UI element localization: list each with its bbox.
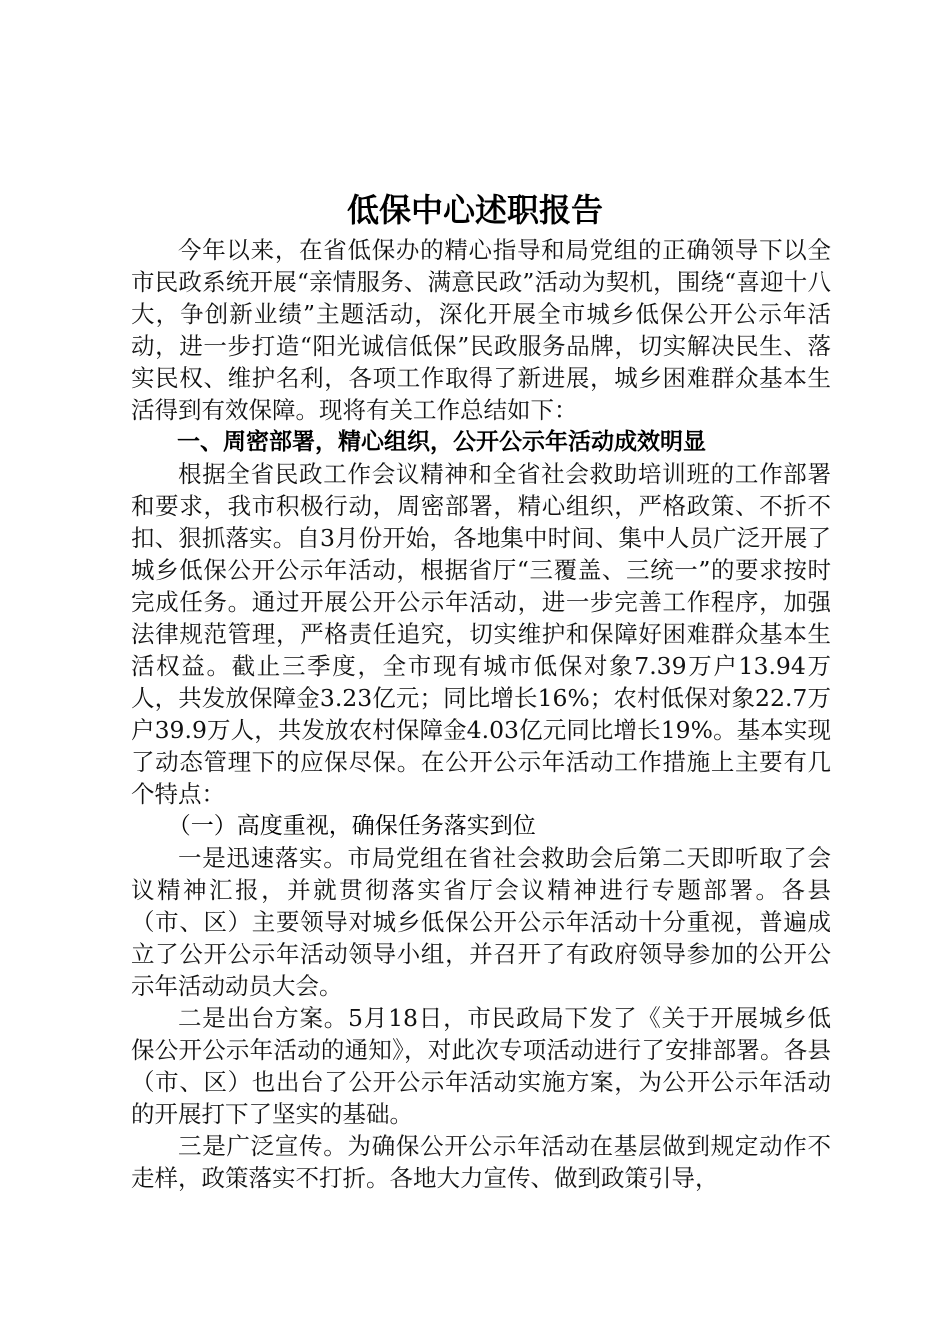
section-heading-1: 一、周密部署，精心组织，公开公示年活动成效明显: [177, 429, 706, 455]
intro-paragraph: 今年以来，在省低保办的精心指导和局党组的正确领导下以全市民政系统开展“亲情服务、满意民政”活动为契机，围绕“喜迎十八大，争创新业绩”主题活动，深化开展全市城乡低保公开公示年活动，进一步打造“阳光诚信低保”民政服务品牌，切实解决民生、落实民权、维护名利，各项工作取得了新进展，城乡困难群众基本生活得到有效保障。现将有关工作总结如下：: [131, 236, 831, 424]
document-title: 低保中心述职报告: [346, 191, 603, 229]
document-body: [131, 234, 831, 1194]
subsection-paragraph-1: 一是迅速落实。市局党组在省社会救助会后第二天即听取了会议精神汇报，并就贯彻落实省厅会议精神进行专题部署。各县（市、区）主要领导对城乡低保公开公示年活动十分重视，普遍成立了公开公示年活动领导小组，并召开了有政府领导参加的公开公示年活动动员大会。: [131, 844, 831, 1000]
subsection-paragraph-2: 二是出台方案。5月18日，市民政局下发了《关于开展城乡低保公开公示年活动的通知》，对此次专项活动进行了安排部署。各县（市、区）也出台了公开公示年活动实施方案，为公开公示年活动的开展打下了坚实的基础。: [131, 1004, 831, 1128]
subsection-paragraph-3: 三是广泛宣传。为确保公开公示年活动在基层做到规定动作不走样，政策落实不打折。各地大力宣传、做到政策引导，: [131, 1132, 831, 1192]
subsection-heading-1: （一）高度重视，确保任务落实到位: [167, 813, 536, 839]
section-paragraph-1: 根据全省民政工作会议精神和全省社会救助培训班的工作部署和要求，我市积极行动，周密部署，精心组织，严格政策、不折不扣、狠抓落实。自3月份开始，各地集中时间、集中人员广泛开展了城乡低保公开公示年活动，根据省厅“三覆盖、三统一”的要求按时完成任务。通过开展公开公示年活动，进一步完善工作程序，加强法律规范管理，严格责任追究，切实维护和保障好困难群众基本生活权益。截止三季度，全市现有城市低保对象7.39万户13.94万人，共发放保障金3.23亿元；同比增长16%；农村低保对象22.7万户39.9万人，共发放农村保障金4.03亿元同比增长19%。基本实现了动态管理下的应保尽保。在公开公示年活动工作措施上主要有几个特点：: [131, 460, 831, 808]
